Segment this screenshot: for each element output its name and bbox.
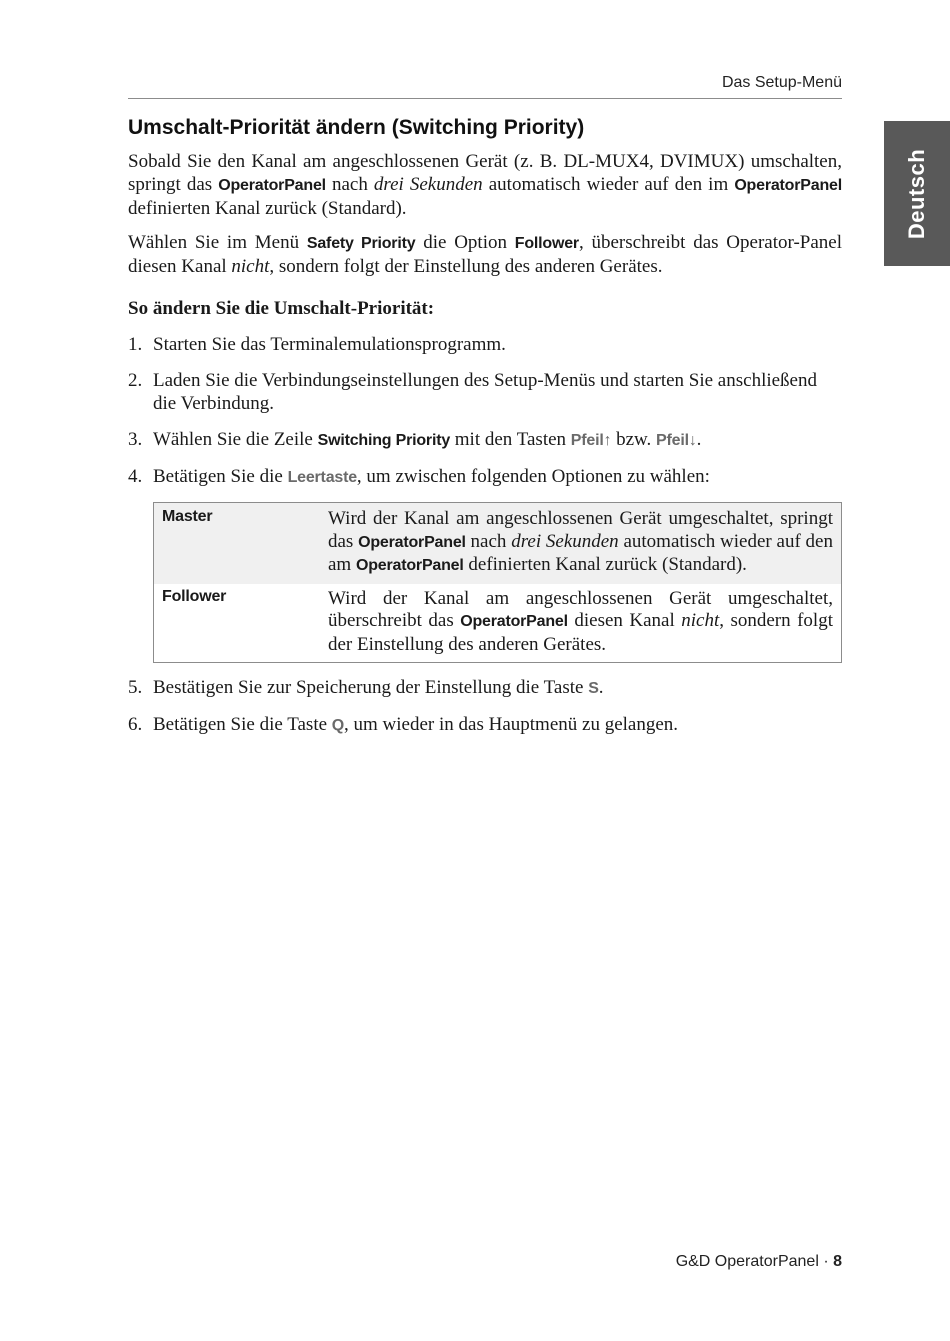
text: , sondern folgt der Einstellung des anderen Gerätes. [269,256,663,277]
step-text: mit den Tasten [450,429,571,450]
emphasis: drei Sekunden [511,530,619,552]
table-row [154,503,842,584]
text: definierten Kanal zurück (Standard). [128,198,407,219]
text: definierten Kanal zurück (Standard). [463,554,747,575]
step-text: Bestätigen Sie zur Speicherung der Einstellung die Taste [153,677,589,698]
step-6 [128,713,842,737]
procedure-heading: So ändern Sie die Umschalt-Priorität: [128,298,435,319]
step-3 [128,428,842,452]
step-number: 1. [128,334,143,355]
intro-paragraph [128,150,842,220]
step-text: bzw. [611,429,657,450]
menu-item-name: Switching Priority [317,432,451,449]
step-text: . [696,429,702,450]
product-name: OperatorPanel [358,533,466,551]
step-text: Wählen Sie die Zeile [153,429,318,450]
step-number: 5. [128,677,143,698]
step-number: 4. [128,466,143,487]
page-number: 8 [833,1253,842,1270]
key-name: Pfeil↑ [570,432,612,449]
product-name: OperatorPanel [218,177,326,194]
emphasis: drei Sekunden [373,174,483,195]
step-text: , um wieder in das Hauptmenü zu gelangen. [344,714,679,735]
text: automatisch wieder auf den am [328,530,833,575]
step-1 [128,333,842,356]
options-table [153,502,842,663]
emphasis: nicht [681,610,720,631]
page-content [128,116,842,750]
key-name: Q [331,717,345,734]
step-number: 3. [128,429,143,450]
text: nach [325,174,374,195]
key-name: S [588,680,599,697]
language-tab-label: Deutsch [904,148,930,239]
text: die Option [415,232,515,253]
page-footer [128,1253,842,1271]
step-text: Starten Sie das Terminalemulationsprogramm. [153,334,506,355]
text: Wird der Kanal am angeschlossenen Gerät umgeschaltet, überschreibt das [328,587,833,631]
text: , sondern folgt der Einstellung des anderen Gerätes. [328,610,833,655]
text: , überschreibt das Operator-Panel diesen Kanal [128,232,842,277]
option-name: Follower [514,235,579,252]
table-row [154,584,842,663]
step-5 [128,676,842,700]
text: Wählen Sie im Menü [128,232,307,253]
option-name: Master [154,503,321,584]
header-divider [128,98,842,99]
text: Sobald Sie den Kanal am angeschlossenen Gerät (z. B. DL-MUX4, DVIMUX) umschalten, springt das [128,151,842,195]
footer-text: G&D OperatorPanel · [675,1253,834,1270]
option-description [320,584,842,663]
step-text: . [598,677,604,698]
emphasis: nicht [231,256,270,277]
step-4 [128,465,842,489]
product-name: OperatorPanel [355,557,464,574]
step-text: , um zwischen folgenden Optionen zu wählen: [356,466,710,487]
key-name: Pfeil↓ [656,432,697,449]
option-description [320,503,842,584]
text: automatisch wieder auf den im [482,174,735,195]
text: nach [465,530,512,552]
text: Wird der Kanal am angeschlossenen Gerät umgeschaltet, springt das [328,508,833,552]
follower-paragraph [128,231,842,278]
section-title: Umschalt-Priorität ändern (Switching Priority) [128,116,585,139]
step-number: 2. [128,370,143,391]
option-name: Follower [162,587,227,605]
running-header: Das Setup-Menü [721,74,842,91]
step-text: Laden Sie die Verbindungseinstellungen des Setup-Menüs und starten Sie anschließend die Verbindung. [153,370,817,414]
key-name: Leertaste [287,469,357,486]
language-tab [884,121,950,266]
step-number: 6. [128,714,143,735]
product-name: OperatorPanel [460,613,568,630]
product-name: OperatorPanel [734,177,842,194]
step-text: Betätigen Sie die [153,466,288,487]
text: diesen Kanal [567,610,682,631]
step-2 [128,369,842,415]
step-text: Betätigen Sie die Taste [153,714,332,735]
menu-name: Safety Priority [306,235,416,252]
